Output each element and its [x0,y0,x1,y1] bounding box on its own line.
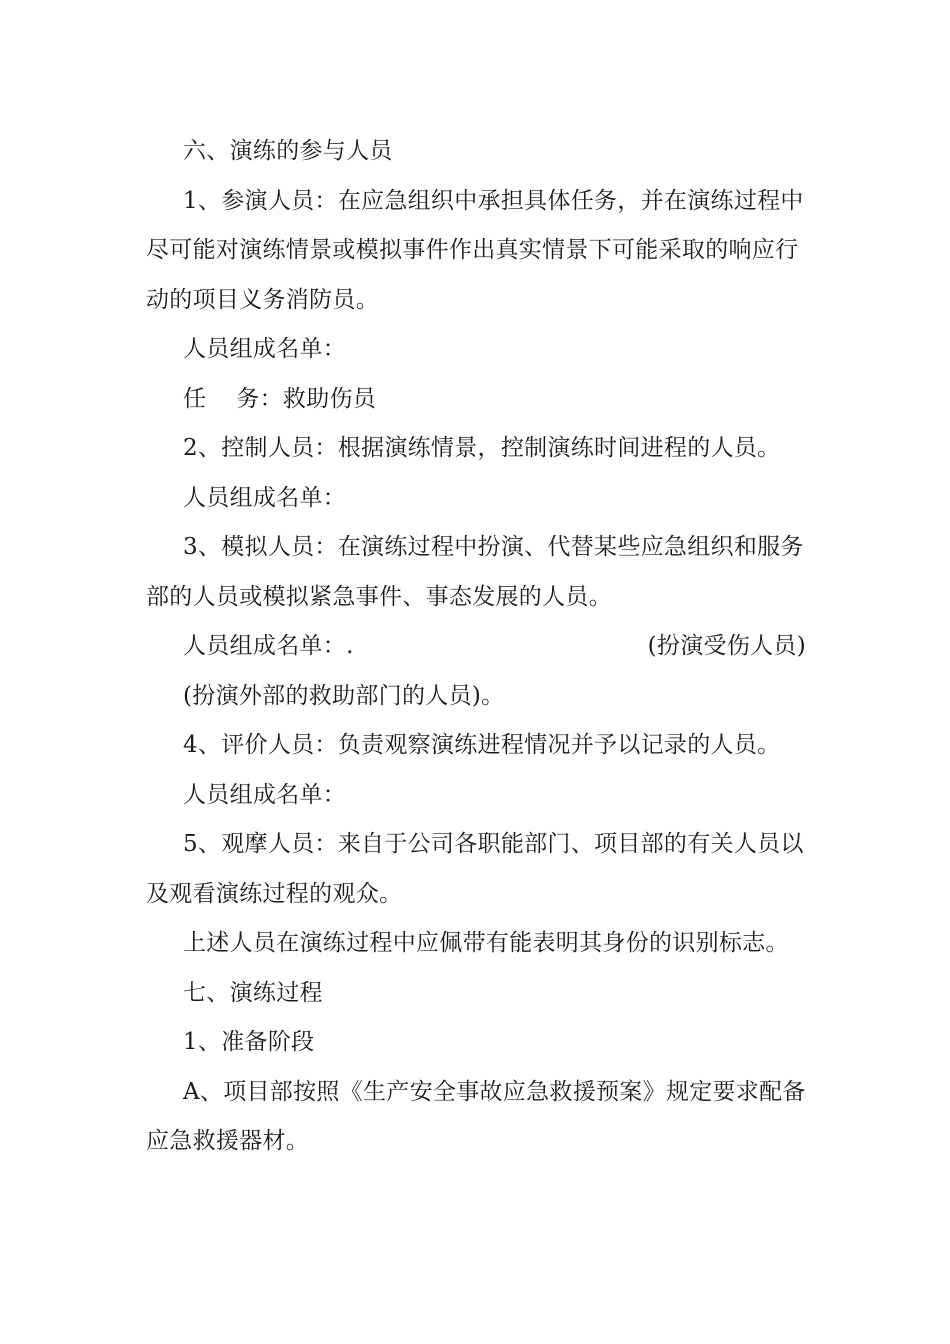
paragraph-observers: 5、观摩人员：来自于公司各职能部门、项目部的有关人员以及观看演练过程的观众。 [146,831,804,907]
document-body [146,127,806,1167]
roster-label: 人员组成名单： [183,781,347,808]
paragraph-simulators: 3、模拟人员：在演练过程中扮演、代替某些应急组织和服务部的人员或模拟紧急事件、事态发展的人员。 [146,534,804,610]
roster-label-left: 人员组成名单：. [183,633,354,659]
paragraph-equipment: A、项目部按照《生产安全事故应急救援预案》规定要求配备应急救援器材。 [146,1078,806,1154]
paragraph-participants: 1、参演人员：在应急组织中承担具体任务，并在演练过程中尽可能对演练情景或模拟事件作出真实情景下可能采取的响应行动的项目义务消防员。 [146,187,804,313]
section-heading-6: 六、演练的参与人员 [183,138,393,164]
task-line [146,375,806,425]
roster-label: 人员组成名单： [183,484,347,511]
task-label-b: 务：救助伤员 [236,385,377,412]
roster-label: 人员组成名单： [183,336,347,362]
task-label-a: 任 [183,385,207,412]
paragraph-identification: 上述人员在演练过程中应佩带有能表明其身份的识别标志。 [183,930,789,956]
paragraph-controllers: 2、控制人员：根据演练情景，控制演练时间进程的人员。 [183,435,781,461]
roster-role-line: (扮演外部的救助部门的人员)。 [183,682,505,709]
roster-role-right: (扮演受伤人员) [647,633,806,659]
paragraph-evaluators: 4、评价人员：负责观察演练进程情况并予以记录的人员。 [183,732,781,758]
section-heading-7: 七、演练过程 [183,979,323,1006]
simulator-roster-line [146,622,806,672]
subsection-preparation: 1、准备阶段 [183,1029,315,1055]
